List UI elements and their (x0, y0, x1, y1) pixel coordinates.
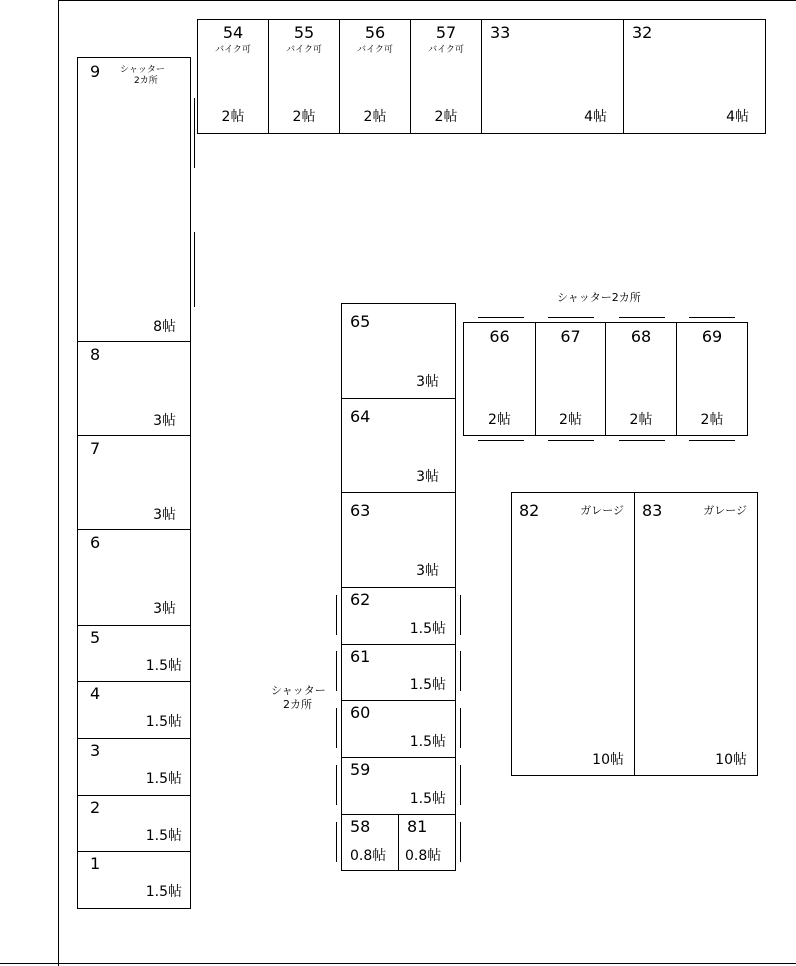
unit-note: バイク可 (286, 45, 322, 55)
shutter-mark (336, 708, 337, 748)
unit-number: 69 (701, 327, 723, 346)
unit-number: 62 (350, 590, 371, 609)
unit-number: 57 (435, 23, 457, 42)
shutter-mark (548, 440, 594, 441)
unit-63[interactable] (341, 492, 456, 588)
shutter-mark (478, 317, 524, 318)
unit-size: 0.8帖 (405, 848, 442, 864)
unit-67[interactable] (535, 322, 606, 436)
unit-size: 1.5帖 (145, 884, 182, 900)
shutter-mark (478, 440, 524, 441)
unit-number: 3 (90, 741, 101, 760)
unit-number: 66 (489, 327, 510, 346)
unit-number: 6 (90, 533, 101, 552)
unit-size: 2帖 (488, 412, 511, 428)
shutter-mark (619, 317, 665, 318)
unit-size: 2帖 (559, 412, 582, 428)
unit-number: 63 (350, 501, 371, 520)
unit-number: 81 (407, 817, 428, 836)
unit-2[interactable] (77, 795, 191, 852)
boundary-left-line (58, 0, 59, 966)
shutter-mark (336, 765, 337, 805)
unit-number: 65 (350, 312, 371, 331)
shutter-mark (689, 440, 735, 441)
unit-size: 2帖 (221, 109, 245, 125)
unit-number: 2 (90, 798, 101, 817)
unit-size: 1.5帖 (409, 677, 446, 693)
unit-number: 5 (90, 628, 101, 647)
unit-55[interactable] (268, 19, 340, 134)
unit-6[interactable] (77, 529, 191, 626)
unit-size: 10帖 (715, 752, 747, 768)
unit-number: 55 (293, 23, 315, 42)
unit-62[interactable] (341, 587, 456, 645)
unit-size: 1.5帖 (409, 621, 446, 637)
shutter-mark (336, 595, 337, 635)
unit-58[interactable] (341, 814, 399, 871)
unit-note-line1: シャッター (120, 65, 165, 75)
shutter-mark (460, 595, 461, 635)
unit-note: バイク可 (357, 45, 393, 55)
unit-size: 1.5帖 (145, 771, 182, 787)
unit-69[interactable] (676, 322, 748, 436)
shutter-mark (460, 708, 461, 748)
unit-size: 4帖 (726, 109, 749, 125)
unit-size: 0.8帖 (350, 848, 387, 864)
unit-number: 59 (350, 760, 371, 779)
unit-size: 10帖 (592, 752, 624, 768)
shutter-mark (548, 317, 594, 318)
shutter-mark (460, 765, 461, 805)
unit-number: 67 (560, 327, 581, 346)
unit-size: 4帖 (584, 109, 607, 125)
unit-note: バイク可 (215, 45, 251, 55)
unit-number: 54 (222, 23, 244, 42)
unit-68[interactable] (605, 322, 677, 436)
shutter-label-line1: シャッター (271, 684, 326, 697)
unit-size: 1.5帖 (145, 714, 182, 730)
unit-number: 61 (350, 647, 371, 666)
boundary-bottom-line (0, 963, 796, 964)
unit-number: 9 (90, 62, 101, 81)
unit-66[interactable] (463, 322, 536, 436)
unit-83[interactable] (634, 492, 758, 776)
unit-size: 3帖 (416, 469, 439, 485)
shutter-label: シャッター2カ所 (557, 291, 641, 304)
unit-number: 56 (364, 23, 386, 42)
unit-note: ガレージ (703, 504, 747, 517)
unit-1[interactable] (77, 851, 191, 909)
boundary-top-line (58, 0, 796, 1)
unit-82[interactable] (511, 492, 635, 776)
unit-64[interactable] (341, 398, 456, 493)
shutter-mark (619, 440, 665, 441)
unit-size: 3帖 (416, 563, 439, 579)
unit-number: 4 (90, 684, 101, 703)
shutter-mark (460, 651, 461, 691)
unit-9[interactable] (77, 57, 191, 342)
unit-number: 33 (490, 23, 511, 42)
unit-size: 1.5帖 (145, 828, 182, 844)
unit-32[interactable] (623, 19, 766, 134)
unit-4[interactable] (77, 681, 191, 739)
unit-size: 3帖 (153, 601, 176, 617)
unit-number: 32 (632, 23, 653, 42)
unit-size: 2帖 (700, 412, 724, 428)
unit-note: バイク可 (428, 45, 464, 55)
unit-57[interactable] (410, 19, 482, 134)
unit-61[interactable] (341, 644, 456, 701)
unit-size: 2帖 (363, 109, 387, 125)
unit-size: 3帖 (416, 374, 439, 390)
unit-number: 64 (350, 407, 371, 426)
unit-81[interactable] (398, 814, 456, 871)
unit-size: 1.5帖 (145, 658, 182, 674)
unit-note: ガレージ (580, 504, 624, 517)
unit-number: 1 (90, 854, 101, 873)
unit-note-line2: 2カ所 (134, 76, 158, 86)
unit-number: 68 (630, 327, 652, 346)
shutter-mark (689, 317, 735, 318)
unit-3[interactable] (77, 738, 191, 796)
unit-65[interactable] (341, 303, 456, 399)
unit-size: 2帖 (629, 412, 653, 428)
unit-size: 1.5帖 (409, 791, 446, 807)
unit-size: 3帖 (153, 413, 176, 429)
shutter-mark (194, 232, 195, 307)
unit-number: 83 (642, 501, 663, 520)
unit-8[interactable] (77, 341, 191, 436)
unit-number: 60 (350, 703, 371, 722)
unit-33[interactable] (481, 19, 624, 134)
unit-size: 2帖 (434, 109, 458, 125)
unit-5[interactable] (77, 625, 191, 682)
unit-60[interactable] (341, 700, 456, 758)
unit-59[interactable] (341, 757, 456, 815)
unit-number: 8 (90, 345, 101, 364)
shutter-mark (194, 98, 195, 168)
unit-number: 58 (350, 817, 371, 836)
unit-number: 7 (90, 439, 101, 458)
shutter-label-line2: 2カ所 (283, 698, 312, 711)
unit-size: 3帖 (153, 507, 176, 523)
unit-size: 8帖 (153, 319, 176, 335)
unit-54[interactable] (197, 19, 269, 134)
unit-size: 1.5帖 (409, 734, 446, 750)
unit-7[interactable] (77, 435, 191, 530)
shutter-mark (336, 651, 337, 691)
unit-56[interactable] (339, 19, 411, 134)
shutter-mark (336, 822, 337, 862)
shutter-mark (460, 822, 461, 862)
unit-size: 2帖 (292, 109, 316, 125)
unit-number: 82 (519, 501, 540, 520)
